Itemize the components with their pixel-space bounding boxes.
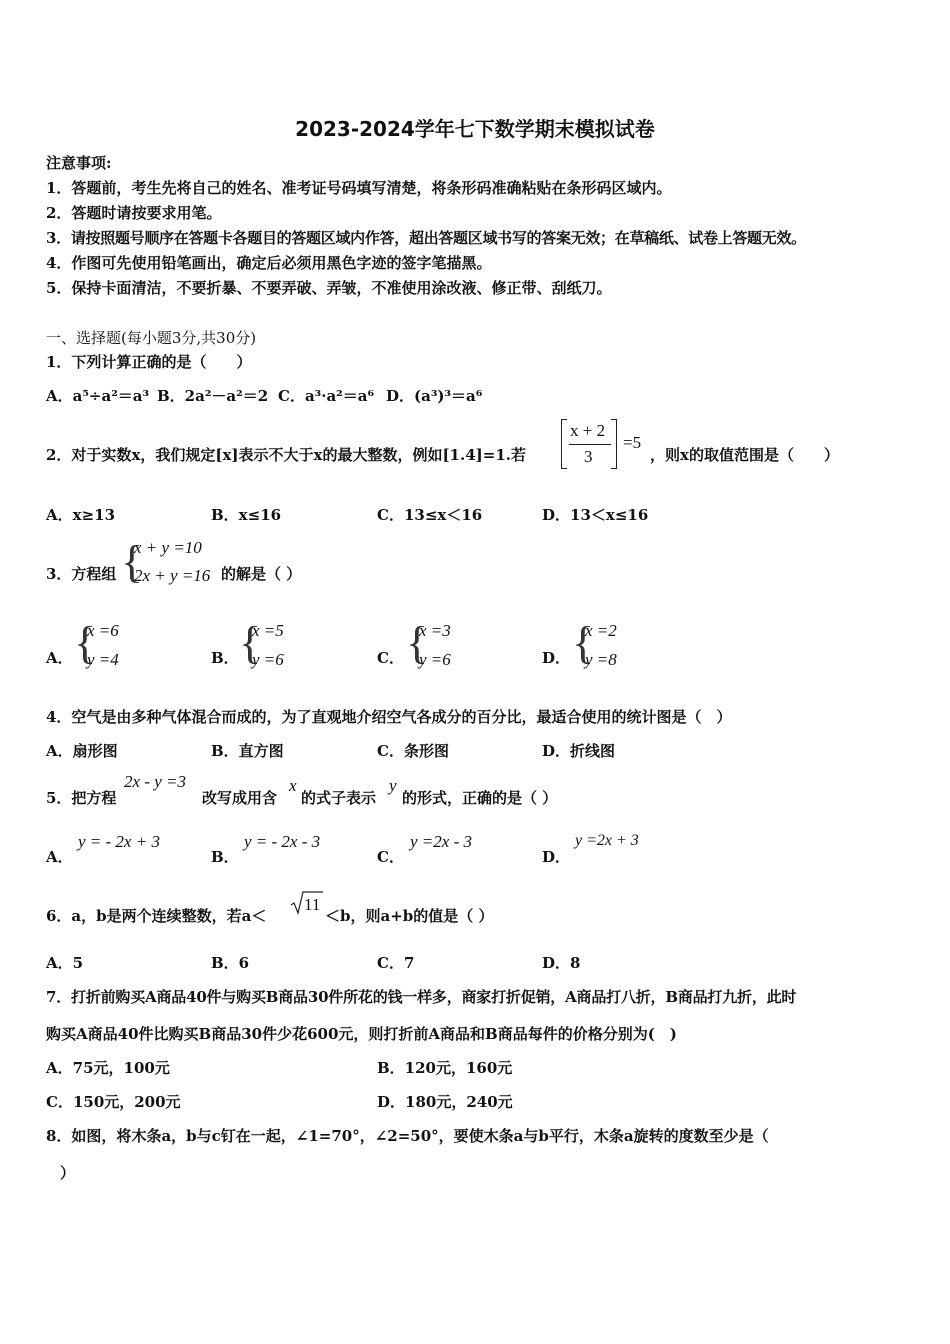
question-3-stem: 3．方程组 [46, 565, 117, 583]
question-5-option-c-label: C． [377, 848, 404, 866]
solution-a-y: y =4 [87, 650, 119, 669]
question-1-option-c: C．a³·a²＝a⁶ [278, 387, 375, 405]
question-5-option-b-expr: y = - 2x - 3 [244, 832, 321, 851]
fraction-numerator: x + 2 [570, 421, 606, 440]
floor-bracket-left [561, 419, 567, 469]
solution-b-y: y =6 [252, 650, 284, 669]
question-7-stem-line2: 购买A商品40件比购买B商品30件少花600元，则打折前A商品和B商品每件的价格分别为( ) [46, 1025, 677, 1043]
fraction-bar [569, 444, 611, 445]
notice-item: 2．答题时请按要求用笔。 [46, 204, 222, 222]
equation-rhs: =5 [623, 433, 642, 452]
system-brace: { [121, 536, 144, 587]
question-5-stem-part: 的式子表示 [301, 789, 377, 807]
solution-d-x: x =2 [585, 621, 617, 640]
question-5-option-d-expr: y =2x + 3 [575, 832, 639, 849]
question-6-option-c: C．7 [377, 954, 415, 972]
question-4-option-d: D．折线图 [542, 742, 616, 760]
question-8-stem-line2: ） [60, 1164, 76, 1182]
question-4-option-a: A．扇形图 [46, 742, 118, 760]
system-equation-2: 2x + y =16 [134, 566, 211, 585]
question-1-option-d: D．(a³)³＝a⁶ [386, 387, 483, 405]
notice-item: 3．请按照题号顺序在答题卡各题目的答题区域内作答，超出答题区域书写的答案无效；在草稿纸、试卷上答题无效。 [46, 229, 806, 247]
sqrt-argument: 11 [304, 895, 321, 914]
question-2-option-d: D．13＜x≤16 [542, 506, 649, 524]
question-1-stem: 1．下列计算正确的是（ ） [46, 353, 252, 371]
question-2-stem: 2．对于实数x，我们规定[x]表示不大于x的最大整数，例如[1.4]=1.若 [46, 446, 526, 464]
section-heading: 一、选择题(每小题3分,共30分) [46, 329, 257, 347]
question-2-option-c: C．13≤x＜16 [377, 506, 483, 524]
question-4-option-c: C．条形图 [377, 742, 449, 760]
question-2-option-a: A．x≥13 [46, 506, 116, 524]
question-2-stem-end: ，则x的取值范围是（ ） [650, 446, 839, 464]
question-1-option-b: B．2a²－a²＝2 [157, 387, 269, 405]
question-6-option-b: B．6 [211, 954, 250, 972]
solution-brace: { [406, 617, 429, 668]
equation: 2x - y =3 [124, 772, 186, 791]
question-7-option-b: B．120元，160元 [377, 1059, 513, 1077]
notice-heading: 注意事项: [46, 154, 112, 172]
question-3-option-a-label: A． [46, 649, 73, 667]
question-7-option-a: A．75元，100元 [46, 1059, 170, 1077]
question-5-option-a-expr: y = - 2x + 3 [78, 832, 160, 851]
question-8-stem-line1: 8．如图，将木条a，b与c钉在一起，∠1=70°，∠2=50°，要使木条a与b平行，木条a旋转的度数至少是（ [46, 1127, 769, 1145]
question-2-option-b: B．x≤16 [211, 506, 282, 524]
question-5-stem-end: 的形式，正确的是（ ） [402, 789, 558, 807]
question-7-option-d: D．180元，240元 [377, 1093, 513, 1111]
question-3-option-c-label: C． [377, 649, 404, 667]
notice-item: 5．保持卡面清洁，不要折暴、不要弄破、弄皱，不准使用涂改液、修正带、刮纸刀。 [46, 279, 612, 297]
question-6-stem: 6．a，b是两个连续整数，若a＜ [46, 907, 267, 925]
fraction-denominator: 3 [584, 447, 593, 466]
question-4-option-b: B．直方图 [211, 742, 284, 760]
solution-b-x: x =5 [252, 621, 284, 640]
question-7-stem-line1: 7．打折前购买A商品40件与购买B商品30件所花的钱一样多，商家打折促销，A商品打八折，B商品打九折，此时 [46, 988, 797, 1006]
notice-item: 4．作图可先使用铅笔画出，确定后必须用黑色字迹的签字笔描黑。 [46, 254, 492, 272]
question-5-option-d-label: D． [542, 848, 571, 866]
solution-d-y: y =8 [585, 650, 617, 669]
variable-x: x [289, 776, 297, 795]
question-5-option-a-label: A． [46, 848, 73, 866]
question-3-option-d-label: D． [542, 649, 571, 667]
solution-brace: { [74, 617, 97, 668]
variable-y: y [389, 776, 397, 795]
question-5-stem: 5．把方程 [46, 789, 117, 807]
question-7-option-c: C．150元，200元 [46, 1093, 181, 1111]
question-6-stem-end: ＜b，则a+b的值是（ ） [325, 907, 494, 925]
question-3-stem-end: 的解是（ ） [221, 565, 302, 583]
page-title: 2023-2024学年七下数学期末模拟试卷 [295, 117, 655, 141]
system-equation-1: x + y =10 [134, 538, 202, 557]
solution-brace: { [572, 617, 595, 668]
question-5-option-b-label: B． [211, 848, 239, 866]
solution-c-x: x =3 [419, 621, 451, 640]
solution-a-x: x =6 [87, 621, 119, 640]
question-6-option-a: A．5 [46, 954, 84, 972]
question-1-option-a: A．a⁵÷a²＝a³ [46, 387, 150, 405]
solution-brace: { [239, 617, 262, 668]
question-5-stem-part: 改写成用含 [202, 789, 278, 807]
notice-item: 1．答题前，考生先将自己的姓名、准考证号码填写清楚，将条形码准确粘贴在条形码区域内。 [46, 179, 672, 197]
floor-bracket-right [611, 419, 617, 469]
question-3-option-b-label: B． [211, 649, 239, 667]
question-4-stem: 4．空气是由多种气体混合而成的，为了直观地介绍空气各成分的百分比，最适合使用的统计图是（ ） [46, 708, 732, 726]
solution-c-y: y =6 [419, 650, 451, 669]
question-6-option-d: D．8 [542, 954, 581, 972]
question-5-option-c-expr: y =2x - 3 [410, 832, 472, 851]
